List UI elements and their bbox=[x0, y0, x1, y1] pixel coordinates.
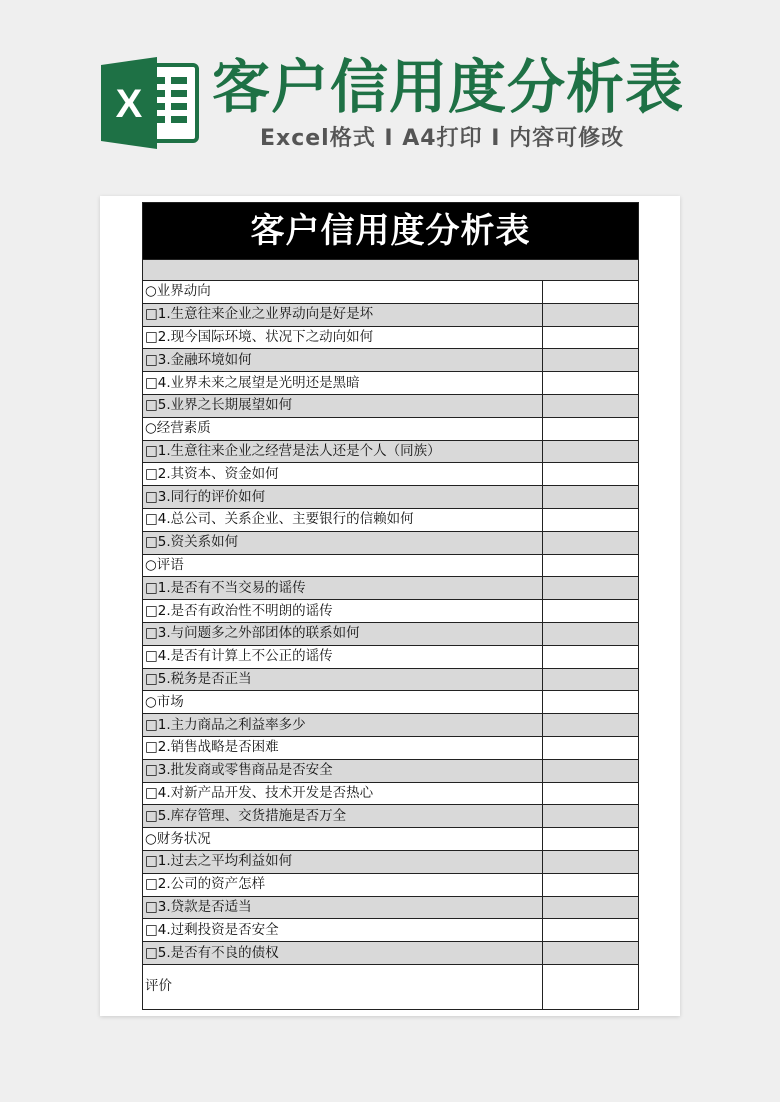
row-label-cell[interactable]: □1.主力商品之利益率多少 bbox=[143, 714, 543, 737]
row-value-cell[interactable] bbox=[543, 622, 639, 645]
evaluation-value-cell[interactable] bbox=[543, 964, 639, 1009]
row-value-cell[interactable] bbox=[543, 326, 639, 349]
table-row bbox=[143, 828, 639, 851]
table-row bbox=[143, 850, 639, 873]
row-label-cell[interactable]: □2.现今国际环境、状况下之动向如何 bbox=[143, 326, 543, 349]
row-value-cell[interactable] bbox=[543, 805, 639, 828]
row-value-cell[interactable] bbox=[543, 600, 639, 623]
table-row bbox=[143, 645, 639, 668]
row-value-cell[interactable] bbox=[543, 577, 639, 600]
blank-row bbox=[143, 260, 639, 281]
row-value-cell[interactable] bbox=[543, 736, 639, 759]
row-label-cell[interactable]: □3.与问题多之外部团体的联系如何 bbox=[143, 622, 543, 645]
row-value-cell[interactable] bbox=[543, 896, 639, 919]
table-row bbox=[143, 622, 639, 645]
row-value-cell[interactable] bbox=[543, 828, 639, 851]
row-value-cell[interactable] bbox=[543, 645, 639, 668]
table-row bbox=[143, 759, 639, 782]
table-row bbox=[143, 508, 639, 531]
row-value-cell[interactable] bbox=[543, 417, 639, 440]
row-value-cell[interactable] bbox=[543, 714, 639, 737]
row-label-cell[interactable]: ○市场 bbox=[143, 691, 543, 714]
row-label-cell[interactable]: □3.同行的评价如何 bbox=[143, 486, 543, 509]
row-label-cell[interactable]: ○评语 bbox=[143, 554, 543, 577]
row-value-cell[interactable] bbox=[543, 782, 639, 805]
row-value-cell[interactable] bbox=[543, 303, 639, 326]
row-value-cell[interactable] bbox=[543, 372, 639, 395]
row-label-cell[interactable]: □4.业界未来之展望是光明还是黑暗 bbox=[143, 372, 543, 395]
row-value-cell[interactable] bbox=[543, 394, 639, 417]
row-value-cell[interactable] bbox=[543, 508, 639, 531]
row-value-cell[interactable] bbox=[543, 486, 639, 509]
row-label-cell[interactable]: □4.对新产品开发、技术开发是否热心 bbox=[143, 782, 543, 805]
blank-cell bbox=[143, 260, 639, 281]
table-row bbox=[143, 440, 639, 463]
row-value-cell[interactable] bbox=[543, 759, 639, 782]
row-label-cell[interactable]: □3.金融环境如何 bbox=[143, 349, 543, 372]
table-row bbox=[143, 303, 639, 326]
row-label-cell[interactable]: □1.生意往来企业之经营是法人还是个人（同族） bbox=[143, 440, 543, 463]
table-row bbox=[143, 486, 639, 509]
row-label-cell[interactable]: □4.是否有计算上不公正的谣传 bbox=[143, 645, 543, 668]
banner-title: 客户信用度分析表 bbox=[212, 53, 685, 121]
table-row bbox=[143, 577, 639, 600]
row-label-cell[interactable]: □2.公司的资产怎样 bbox=[143, 873, 543, 896]
table-row bbox=[143, 782, 639, 805]
table-row bbox=[143, 668, 639, 691]
row-label-cell[interactable]: □3.批发商或零售商品是否安全 bbox=[143, 759, 543, 782]
credit-analysis-table bbox=[142, 202, 639, 1010]
table-row bbox=[143, 417, 639, 440]
table-row bbox=[143, 349, 639, 372]
row-label-cell[interactable]: □3.贷款是否适当 bbox=[143, 896, 543, 919]
row-label-cell[interactable]: □2.销售战略是否困难 bbox=[143, 736, 543, 759]
row-value-cell[interactable] bbox=[543, 919, 639, 942]
row-label-cell[interactable]: □2.是否有政治性不明朗的谣传 bbox=[143, 600, 543, 623]
row-label-cell[interactable]: □5.资关系如何 bbox=[143, 531, 543, 554]
row-label-cell[interactable]: ○经营素质 bbox=[143, 417, 543, 440]
table-row bbox=[143, 896, 639, 919]
row-label-cell[interactable]: □5.库存管理、交货措施是否万全 bbox=[143, 805, 543, 828]
evaluation-label[interactable]: 评价 bbox=[143, 964, 543, 1009]
footer-row bbox=[143, 964, 639, 1009]
table-row bbox=[143, 691, 639, 714]
table-row bbox=[143, 554, 639, 577]
row-value-cell[interactable] bbox=[543, 531, 639, 554]
row-value-cell[interactable] bbox=[543, 668, 639, 691]
row-label-cell[interactable]: □5.是否有不良的债权 bbox=[143, 942, 543, 965]
row-label-cell[interactable]: □1.生意往来企业之业界动向是好是坏 bbox=[143, 303, 543, 326]
table-title-row bbox=[143, 203, 639, 260]
svg-text:X: X bbox=[115, 82, 143, 126]
table-row bbox=[143, 805, 639, 828]
row-value-cell[interactable] bbox=[543, 691, 639, 714]
row-label-cell[interactable]: □2.其资本、资金如何 bbox=[143, 463, 543, 486]
table-row bbox=[143, 919, 639, 942]
row-value-cell[interactable] bbox=[543, 440, 639, 463]
table-row bbox=[143, 372, 639, 395]
table-row bbox=[143, 281, 639, 304]
row-label-cell[interactable]: □4.总公司、关系企业、主要银行的信赖如何 bbox=[143, 508, 543, 531]
row-label-cell[interactable]: ○财务状况 bbox=[143, 828, 543, 851]
table-row bbox=[143, 326, 639, 349]
row-value-cell[interactable] bbox=[543, 850, 639, 873]
row-value-cell[interactable] bbox=[543, 873, 639, 896]
excel-icon bbox=[101, 57, 199, 149]
row-value-cell[interactable] bbox=[543, 942, 639, 965]
table-row bbox=[143, 394, 639, 417]
table-row bbox=[143, 942, 639, 965]
row-value-cell[interactable] bbox=[543, 349, 639, 372]
banner-subtitle: Excel格式 I A4打印 I 内容可修改 bbox=[260, 126, 625, 151]
row-label-cell[interactable]: □1.过去之平均利益如何 bbox=[143, 850, 543, 873]
table-row bbox=[143, 600, 639, 623]
row-label-cell[interactable]: □5.业界之长期展望如何 bbox=[143, 394, 543, 417]
row-label-cell[interactable]: ○业界动向 bbox=[143, 281, 543, 304]
header-banner bbox=[0, 0, 780, 180]
table-row bbox=[143, 463, 639, 486]
row-value-cell[interactable] bbox=[543, 281, 639, 304]
table-row bbox=[143, 531, 639, 554]
row-value-cell[interactable] bbox=[543, 463, 639, 486]
table-row bbox=[143, 714, 639, 737]
row-label-cell[interactable]: □4.过剩投资是否安全 bbox=[143, 919, 543, 942]
row-label-cell[interactable]: □5.税务是否正当 bbox=[143, 668, 543, 691]
row-value-cell[interactable] bbox=[543, 554, 639, 577]
row-label-cell[interactable]: □1.是否有不当交易的谣传 bbox=[143, 577, 543, 600]
table-title: 客户信用度分析表 bbox=[143, 203, 639, 260]
table-row bbox=[143, 736, 639, 759]
table-row bbox=[143, 873, 639, 896]
sheet-paper bbox=[100, 196, 680, 1016]
